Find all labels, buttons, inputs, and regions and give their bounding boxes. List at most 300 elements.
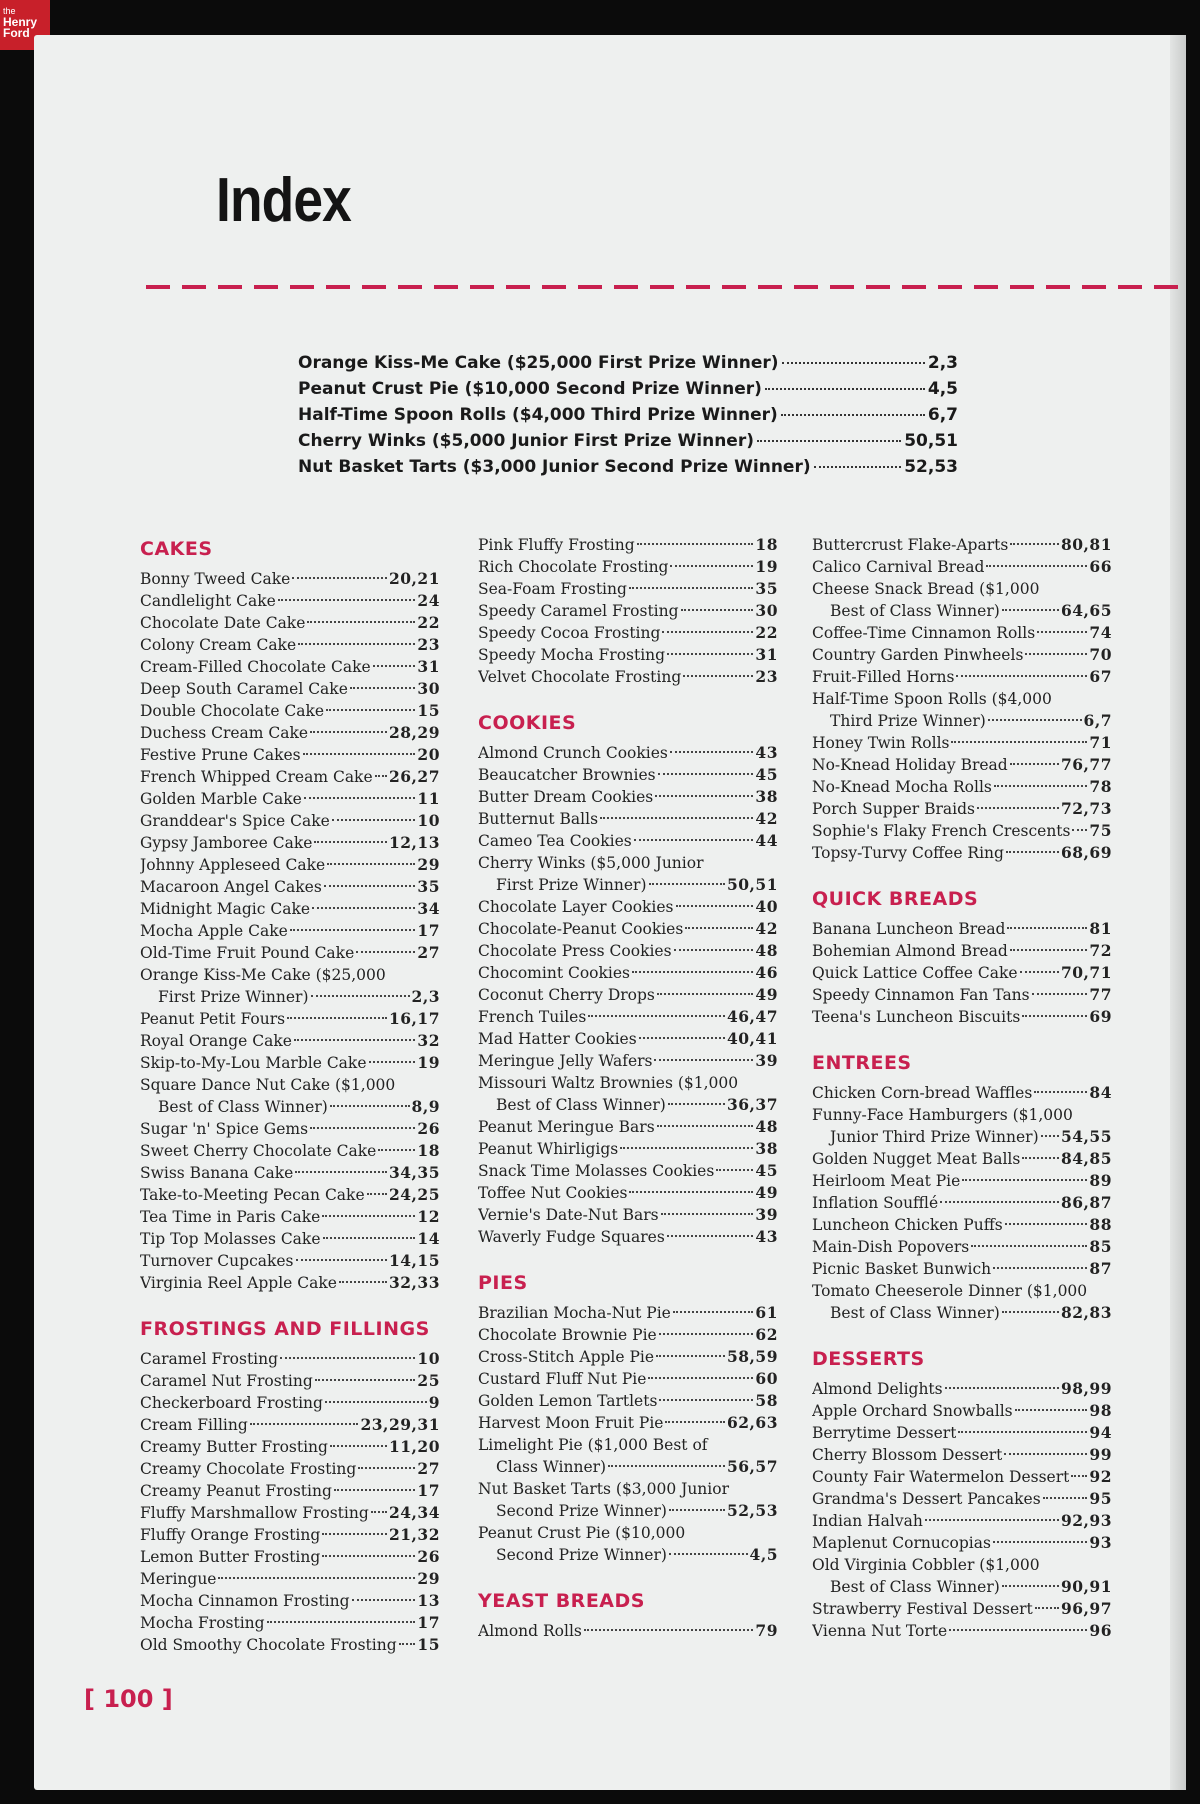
index-entry (478, 1346, 778, 1368)
entry-pages: 75 (1089, 821, 1112, 840)
entry-pages: 52,53 (726, 1501, 778, 1520)
entry-pages: 49 (755, 985, 778, 1004)
entry-title: Caramel Frosting (140, 1350, 279, 1368)
entry-pages: 9 (428, 1393, 440, 1412)
entry-pages: 31 (755, 645, 778, 664)
dot-leader (993, 1541, 1087, 1543)
entry-pages: 89 (1089, 1171, 1112, 1190)
entry-pages: 72,73 (1060, 799, 1112, 818)
entry-title: Funny-Face Hamburgers ($1,000 (812, 1106, 1073, 1124)
index-entry (812, 1444, 1112, 1466)
dot-leader (620, 1147, 753, 1149)
dot-leader (312, 907, 415, 909)
entry-pages: 32 (417, 1031, 440, 1050)
index-entry (812, 1554, 1112, 1598)
dot-leader (303, 753, 416, 755)
entry-pages: 32,33 (388, 1273, 440, 1292)
entry-pages: 36,37 (726, 1095, 778, 1114)
entry-title: Chicken Corn-bread Waffles (812, 1084, 1033, 1102)
dot-leader (1022, 1157, 1059, 1159)
entry-title: Virginia Reel Apple Cake (140, 1274, 337, 1292)
entry-pages: 10 (417, 811, 440, 830)
index-entry (478, 578, 778, 600)
entry-title: Old Virginia Cobbler ($1,000 (812, 1556, 1040, 1574)
index-entry (140, 1008, 440, 1030)
index-entry (812, 622, 1112, 644)
index-entry (812, 644, 1112, 666)
index-entry (478, 1226, 778, 1248)
index-entry (812, 556, 1112, 578)
dot-leader (962, 1179, 1087, 1181)
entry-title: Midnight Magic Cake (140, 900, 311, 918)
entry-pages: 50,51 (726, 875, 778, 894)
dot-leader (956, 675, 1087, 677)
index-entry (812, 578, 1112, 622)
index-entry (140, 1480, 440, 1502)
entry-pages: 74 (1089, 623, 1112, 642)
entry-pages: 88 (1089, 1215, 1112, 1234)
dot-leader (352, 1599, 416, 1601)
entry-title-continued: First Prize Winner) (158, 988, 309, 1006)
index-section (140, 534, 440, 1294)
entry-pages: 10 (417, 1349, 440, 1368)
entry-pages: 70 (1089, 645, 1112, 664)
entry-title: Colony Cream Cake (140, 636, 297, 654)
entry-title: Creamy Chocolate Frosting (140, 1460, 357, 1478)
entry-pages: 30 (417, 679, 440, 698)
dot-leader (1041, 1135, 1059, 1137)
entry-pages: 2,3 (411, 987, 440, 1006)
entry-pages: 85 (1089, 1237, 1112, 1256)
prize-winner-title: Cherry Winks ($5,000 Junior First Prize Winner) (298, 431, 754, 451)
entry-pages: 39 (755, 1205, 778, 1224)
index-section (478, 534, 778, 688)
index-entry (140, 1568, 440, 1590)
dot-leader (986, 565, 1087, 567)
dot-leader (356, 951, 415, 953)
entry-pages: 45 (755, 765, 778, 784)
entry-title: Limelight Pie ($1,000 Best of (478, 1436, 708, 1454)
entry-title: Creamy Peanut Frosting (140, 1482, 332, 1500)
index-entry (478, 534, 778, 556)
dot-leader (330, 1105, 410, 1107)
entry-title: Creamy Butter Frosting (140, 1438, 328, 1456)
dot-leader (267, 1621, 416, 1623)
entry-title: Inflation Soufflé (812, 1194, 939, 1212)
entry-pages: 24,34 (388, 1503, 440, 1522)
dot-leader (814, 466, 902, 468)
dot-leader (292, 577, 387, 579)
dot-leader (667, 653, 753, 655)
dot-leader (250, 1423, 359, 1425)
index-entry (812, 1532, 1112, 1554)
entry-title: Tip Top Molasses Cake (140, 1230, 321, 1248)
index-entry (478, 1412, 778, 1434)
entry-title: Tomato Cheeserole Dinner ($1,000 (812, 1282, 1088, 1300)
index-entry (478, 666, 778, 688)
dot-leader (661, 1213, 754, 1215)
entry-title: Almond Rolls (478, 1622, 582, 1640)
dot-leader (324, 885, 416, 887)
dot-leader (665, 1421, 724, 1423)
entry-pages: 92 (1089, 1467, 1112, 1486)
index-entry (478, 622, 778, 644)
entry-pages: 43 (755, 743, 778, 762)
entry-title: Coconut Cherry Drops (478, 986, 655, 1004)
index-entry (812, 1400, 1112, 1422)
entry-title: Gypsy Jamboree Cake (140, 834, 313, 852)
entry-title: Golden Lemon Tartlets (478, 1392, 658, 1410)
index-entry (812, 1280, 1112, 1324)
index-entry (140, 1118, 440, 1140)
dot-leader (757, 440, 901, 442)
entry-title: Candlelight Cake (140, 592, 276, 610)
entry-title: Fluffy Orange Frosting (140, 1526, 321, 1544)
index-entry (478, 962, 778, 984)
dot-leader (295, 1171, 387, 1173)
dot-leader (629, 1191, 753, 1193)
index-entry (140, 568, 440, 590)
index-entry (812, 1258, 1112, 1280)
entry-title: Honey Twin Rolls (812, 734, 950, 752)
index-entry (478, 1028, 778, 1050)
entry-title: Bonny Tweed Cake (140, 570, 291, 588)
entry-title: Almond Crunch Cookies (478, 744, 668, 762)
index-entry (478, 918, 778, 940)
dot-leader (681, 609, 754, 611)
entry-pages: 26 (417, 1547, 440, 1566)
index-entry (478, 1434, 778, 1478)
entry-pages: 12,13 (388, 833, 440, 852)
index-entry (140, 1392, 440, 1414)
dot-leader (322, 1533, 387, 1535)
entry-title: Custard Fluff Nut Pie (478, 1370, 647, 1388)
index-entry (140, 1590, 440, 1612)
entry-title: Sea-Foam Frosting (478, 580, 627, 598)
dot-leader (1071, 1475, 1087, 1477)
prize-winner-pages: 52,53 (904, 457, 958, 477)
entry-pages: 90,91 (1060, 1577, 1112, 1596)
entry-pages: 17 (417, 1613, 440, 1632)
book-page (34, 35, 1186, 1790)
index-entry (140, 634, 440, 656)
index-entry (812, 984, 1112, 1006)
dot-leader (1002, 1311, 1059, 1313)
entry-title: Old Smoothy Chocolate Frosting (140, 1636, 397, 1654)
entry-pages: 44 (755, 831, 778, 850)
index-entry (478, 1072, 778, 1116)
dot-leader (988, 719, 1082, 721)
entry-pages: 62,63 (726, 1413, 778, 1432)
dot-leader (685, 927, 753, 929)
dot-leader (657, 993, 754, 995)
entry-title: Heirloom Meat Pie (812, 1172, 961, 1190)
entry-pages: 28,29 (388, 723, 440, 742)
dot-leader (634, 839, 754, 841)
index-column-1 (140, 534, 440, 1656)
index-section (478, 708, 778, 1248)
section-heading: YEAST BREADS (478, 1590, 645, 1612)
dot-leader (1072, 829, 1087, 831)
entry-title: Almond Delights (812, 1380, 943, 1398)
entry-title: Cream-Filled Chocolate Cake (140, 658, 371, 676)
index-entry (140, 964, 440, 1008)
dot-leader (339, 1281, 387, 1283)
entry-continuation (812, 1302, 1112, 1324)
index-entry (140, 1228, 440, 1250)
dot-leader (280, 1357, 415, 1359)
entry-title: Mocha Cinnamon Frosting (140, 1592, 350, 1610)
entry-title: Sweet Cherry Chocolate Cake (140, 1142, 377, 1160)
entry-title: Speedy Cinnamon Fan Tans (812, 986, 1030, 1004)
entry-title: Speedy Caramel Frosting (478, 602, 679, 620)
entry-title-continued: Best of Class Winner) (158, 1098, 328, 1116)
dot-leader (378, 1149, 415, 1151)
entry-pages: 18 (417, 1141, 440, 1160)
index-entry (812, 962, 1112, 984)
entry-pages: 79 (755, 1621, 778, 1640)
page-gutter-edge (1170, 35, 1186, 1790)
entry-pages: 14 (417, 1229, 440, 1248)
entry-pages: 30 (755, 601, 778, 620)
entry-pages: 62 (755, 1325, 778, 1344)
entry-pages: 58 (755, 1391, 778, 1410)
dot-leader (375, 775, 387, 777)
prize-winner-pages: 2,3 (927, 353, 958, 373)
entry-pages: 48 (755, 1117, 778, 1136)
entry-title: French Tuiles (478, 1008, 587, 1026)
entry-title-continued: Second Prize Winner) (496, 1502, 667, 1520)
entry-title: Granddear's Spice Cake (140, 812, 330, 830)
index-entry (478, 1302, 778, 1324)
entry-title: Peanut Petit Fours (140, 1010, 286, 1028)
dot-leader (1005, 1223, 1088, 1225)
entry-pages: 95 (1089, 1489, 1112, 1508)
dot-leader (1015, 1409, 1088, 1411)
dot-leader (334, 1489, 416, 1491)
entry-pages: 70,71 (1060, 963, 1112, 982)
entry-title: Mad Hatter Cookies (478, 1030, 637, 1048)
entry-pages: 24 (417, 591, 440, 610)
entry-pages: 56,57 (726, 1457, 778, 1476)
entry-pages: 40 (755, 897, 778, 916)
entry-pages: 15 (417, 701, 440, 720)
entry-title: Swiss Banana Cake (140, 1164, 294, 1182)
index-entry (140, 1030, 440, 1052)
index-section (812, 534, 1112, 864)
entry-title: Beaucatcher Brownies (478, 766, 656, 784)
entry-pages: 87 (1089, 1259, 1112, 1278)
index-entry (140, 810, 440, 832)
entry-pages: 22 (755, 623, 778, 642)
entry-title: Cameo Tea Cookies (478, 832, 632, 850)
dot-leader (310, 1127, 415, 1129)
dot-leader (307, 621, 415, 623)
entry-pages: 67 (1089, 667, 1112, 686)
entry-title: Cream Filling (140, 1416, 248, 1434)
entry-title: Chocomint Cookies (478, 964, 630, 982)
dot-leader (298, 643, 415, 645)
entry-pages: 35 (755, 579, 778, 598)
entry-pages: 86,87 (1060, 1193, 1112, 1212)
dot-leader (1010, 949, 1088, 951)
entry-title: No-Knead Mocha Rolls (812, 778, 992, 796)
prize-winner-pages: 50,51 (904, 431, 958, 451)
entry-title: Double Chocolate Cake (140, 702, 325, 720)
dot-leader (782, 362, 925, 364)
entry-title: Checkerboard Frosting (140, 1394, 323, 1412)
dot-leader (588, 1015, 725, 1017)
entry-continuation (140, 1096, 440, 1118)
entry-title: Snack Time Molasses Cookies (478, 1162, 715, 1180)
index-entry (478, 1522, 778, 1566)
entry-pages: 11,20 (388, 1437, 440, 1456)
entry-continuation (478, 1500, 778, 1522)
dot-leader (332, 819, 416, 821)
entry-pages: 19 (755, 557, 778, 576)
entry-pages: 39 (755, 1051, 778, 1070)
entry-title: Chocolate Brownie Pie (478, 1326, 657, 1344)
index-entry (812, 1510, 1112, 1532)
entry-title: Butter Dream Cookies (478, 788, 654, 806)
dot-leader (1006, 851, 1059, 853)
entry-pages: 71 (1089, 733, 1112, 752)
entry-pages: 96 (1089, 1621, 1112, 1640)
index-entry (812, 1006, 1112, 1028)
entry-continuation (812, 1126, 1112, 1148)
page-number: [ 100 ] (84, 1685, 173, 1713)
entry-pages: 18 (755, 535, 778, 554)
dot-leader (358, 1467, 415, 1469)
entry-pages: 64,65 (1060, 601, 1112, 620)
dot-leader (657, 1125, 754, 1127)
index-entry (812, 1236, 1112, 1258)
entry-title: Topsy-Turvy Coffee Ring (812, 844, 1004, 862)
entry-pages: 84 (1089, 1083, 1112, 1102)
index-entry (812, 1192, 1112, 1214)
entry-pages: 94 (1089, 1423, 1112, 1442)
dot-leader (632, 971, 753, 973)
entry-title: Cherry Winks ($5,000 Junior (478, 854, 704, 872)
entry-title: Luncheon Chicken Puffs (812, 1216, 1003, 1234)
entry-title: Banana Luncheon Bread (812, 920, 1006, 938)
entry-title: Country Garden Pinwheels (812, 646, 1024, 664)
entry-pages: 68,69 (1060, 843, 1112, 862)
dot-leader (350, 687, 416, 689)
entry-title: Sugar 'n' Spice Gems (140, 1120, 309, 1138)
entry-title: Apple Orchard Snowballs (812, 1402, 1013, 1420)
entry-title: No-Knead Holiday Bread (812, 756, 1008, 774)
entry-pages: 46 (755, 963, 778, 982)
entry-title: Bohemian Almond Bread (812, 942, 1008, 960)
index-entry (140, 1162, 440, 1184)
index-section (140, 1314, 440, 1656)
logo-line-1: Henry (3, 15, 38, 29)
entry-pages: 98 (1089, 1401, 1112, 1420)
index-entry (140, 1502, 440, 1524)
dot-leader (971, 1245, 1087, 1247)
entry-title: Picnic Basket Bunwich (812, 1260, 992, 1278)
index-column-3 (812, 534, 1112, 1642)
entry-pages: 42 (755, 919, 778, 938)
entry-pages: 11 (417, 789, 440, 808)
entry-pages: 6,7 (1083, 711, 1112, 730)
entry-pages: 38 (755, 1139, 778, 1158)
index-entry (478, 1620, 778, 1642)
index-entry (140, 656, 440, 678)
dot-leader (369, 1061, 416, 1063)
dot-leader (925, 1519, 1059, 1521)
dot-leader (659, 1399, 753, 1401)
section-heading: QUICK BREADS (812, 888, 979, 910)
entry-pages: 31 (417, 657, 440, 676)
entry-pages: 27 (417, 1459, 440, 1478)
dot-leader (977, 807, 1059, 809)
entry-title: Harvest Moon Fruit Pie (478, 1414, 664, 1432)
entry-pages: 78 (1089, 777, 1112, 796)
prize-winner-row (298, 379, 958, 405)
entry-title: Chocolate Press Cookies (478, 942, 672, 960)
index-entry (812, 1598, 1112, 1620)
section-heading: ENTREES (812, 1052, 912, 1074)
index-entry (812, 1422, 1112, 1444)
dot-leader (399, 1643, 416, 1645)
entry-title: Coffee-Time Cinnamon Rolls (812, 624, 1036, 642)
entry-title: Velvet Chocolate Frosting (478, 668, 682, 686)
index-entry (140, 1272, 440, 1294)
entry-title: Rich Chocolate Frosting (478, 558, 669, 576)
index-entry (812, 1620, 1112, 1642)
index-entry (140, 832, 440, 854)
entry-pages: 80,81 (1060, 535, 1112, 554)
prize-winner-pages: 6,7 (927, 405, 958, 425)
dot-leader (608, 1465, 725, 1467)
index-entry (478, 786, 778, 808)
entry-title: Johnny Appleseed Cake (140, 856, 326, 874)
index-section (478, 1586, 778, 1642)
prize-winner-title: Half-Time Spoon Rolls ($4,000 Third Prize Winner) (298, 405, 778, 425)
index-entry (140, 1184, 440, 1206)
index-entry (478, 1050, 778, 1072)
section-heading: PIES (478, 1272, 528, 1294)
dot-leader (949, 1629, 1087, 1631)
index-entry (812, 798, 1112, 820)
index-entry (478, 940, 778, 962)
entry-title: Tea Time in Paris Cake (140, 1208, 321, 1226)
entry-pages: 20 (417, 745, 440, 764)
dot-leader (1037, 631, 1087, 633)
dot-leader (945, 1387, 1059, 1389)
entry-pages: 8,9 (411, 1097, 440, 1116)
dot-leader (322, 1215, 415, 1217)
index-entry (140, 920, 440, 942)
dot-leader (668, 1103, 725, 1105)
entry-title: Golden Nugget Meat Balls (812, 1150, 1021, 1168)
index-entry (140, 1414, 440, 1436)
dot-leader (676, 905, 754, 907)
entry-title: Berrytime Dessert (812, 1424, 957, 1442)
entry-pages: 26,27 (388, 767, 440, 786)
dot-leader (1002, 609, 1059, 611)
index-entry (478, 764, 778, 786)
index-entry (140, 788, 440, 810)
index-entry (812, 1170, 1112, 1192)
dot-leader (278, 599, 416, 601)
entry-pages: 84,85 (1060, 1149, 1112, 1168)
dot-leader (656, 1355, 725, 1357)
entry-pages: 60 (755, 1369, 778, 1388)
dot-leader (294, 1039, 416, 1041)
